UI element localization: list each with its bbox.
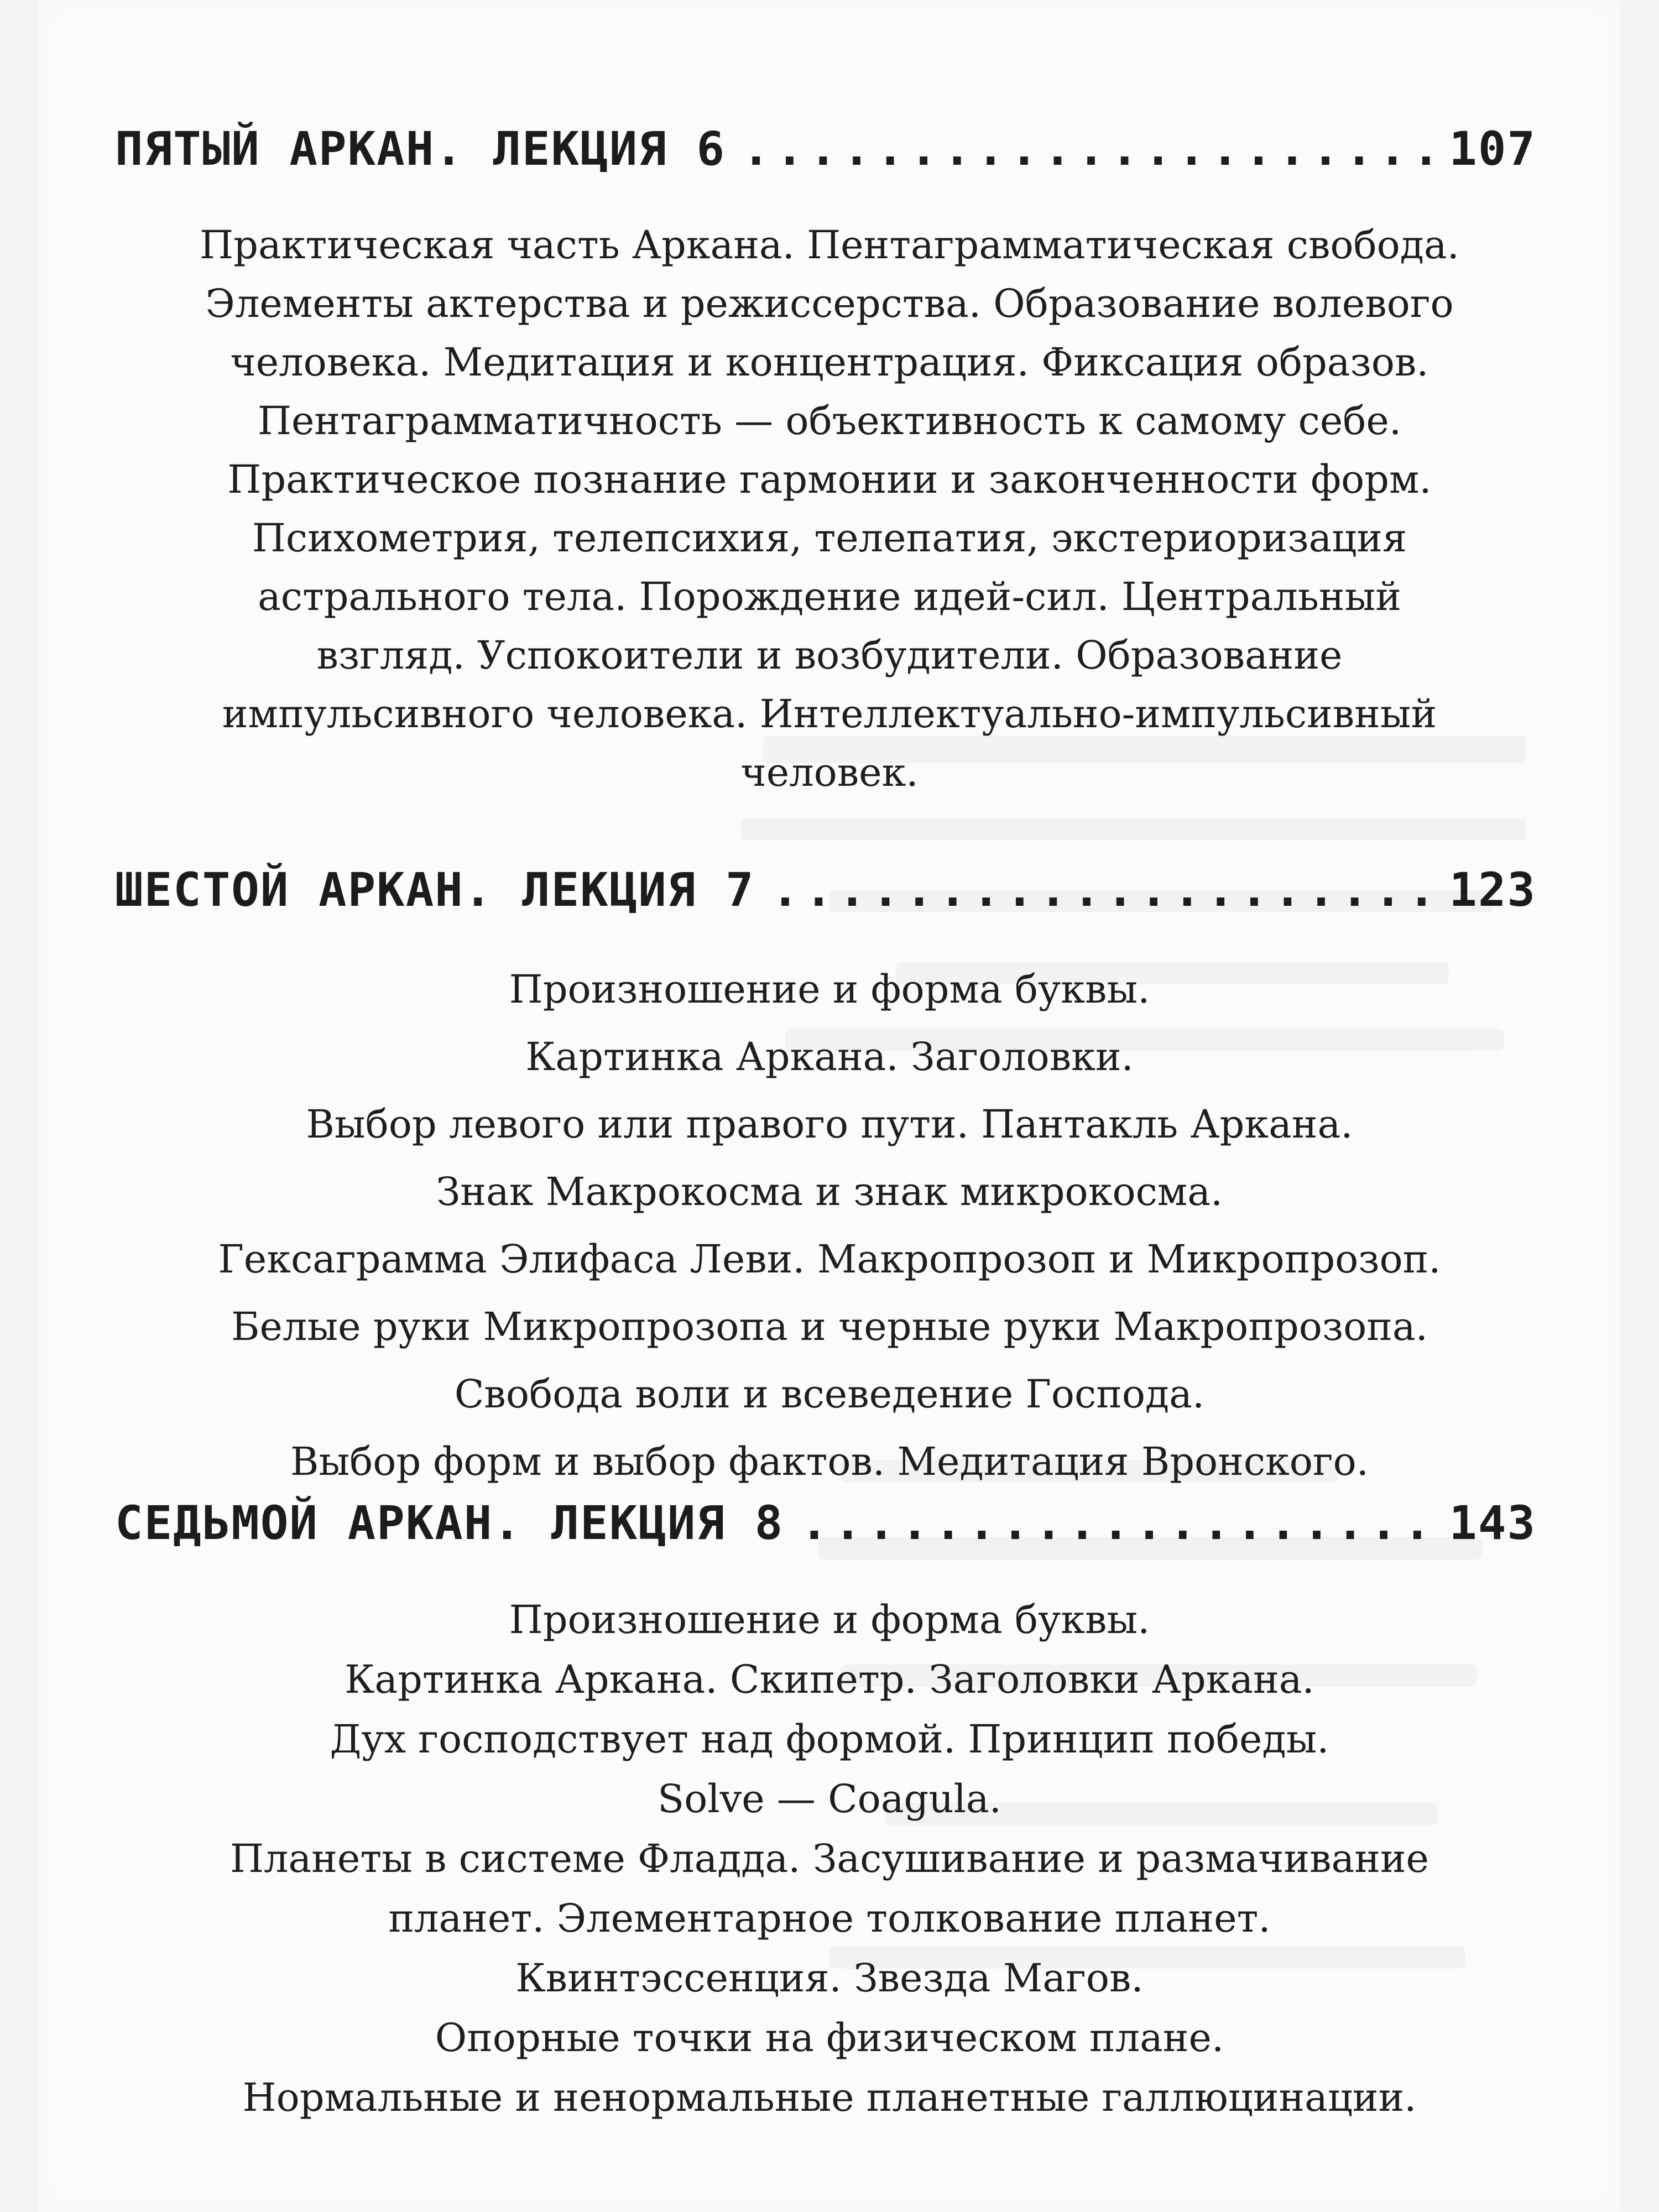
description-line: Практическое познание гармонии и законченности форм. <box>227 457 1432 502</box>
description-line: Знак Макрокосма и знак микрокосма. <box>436 1169 1223 1214</box>
description-line: Элементы актерства и режиссерства. Образование волевого <box>205 281 1454 326</box>
description-line: человек. <box>740 750 919 795</box>
description-line: импульсивного человека. Интеллектуально-импульсивный <box>222 691 1437 737</box>
description-line: астрального тела. Порождение идей-сил. Центральный <box>258 574 1401 619</box>
entry-page-number: 143 <box>1449 1496 1536 1550</box>
dot-leader <box>800 1496 1443 1550</box>
dot-leader <box>771 863 1444 917</box>
description-line: Картинка Аркана. Заголовки. <box>525 1034 1134 1079</box>
entry-description <box>105 216 1554 802</box>
entry-title: ПЯТЫЙ АРКАН. ЛЕКЦИЯ 6 <box>115 122 726 176</box>
entry-title: СЕДЬМОЙ АРКАН. ЛЕКЦИЯ 8 <box>115 1496 784 1550</box>
description-line: Выбор форм и выбор фактов. Медитация Вронского. <box>290 1439 1369 1484</box>
description-line: Solve — Coagula. <box>658 1776 1001 1822</box>
description-line: Гексаграмма Элифаса Леви. Макропрозоп и Микропрозоп. <box>218 1237 1441 1282</box>
toc-entry-heading <box>115 1496 1536 1550</box>
description-line: Свобода воли и всеведение Господа. <box>454 1371 1205 1417</box>
description-line: Произношение и форма буквы. <box>509 967 1150 1012</box>
entry-description <box>105 956 1554 1495</box>
entry-page-number: 123 <box>1449 863 1536 917</box>
description-line: Практическая часть Аркана. Пентаграмматическая свобода. <box>200 222 1459 268</box>
description-line: Квинтэссенция. Звезда Магов. <box>515 1955 1144 2001</box>
description-line: планет. Элементарное толкование планет. <box>388 1896 1271 1941</box>
dot-leader <box>742 122 1443 176</box>
description-line: Нормальные и ненормальные планетные галлюцинации. <box>242 2075 1417 2120</box>
entry-title: ШЕСТОЙ АРКАН. ЛЕКЦИЯ 7 <box>115 863 755 917</box>
toc-entry-heading <box>115 863 1536 917</box>
description-line: взгляд. Успокоители и возбудители. Образование <box>316 633 1343 678</box>
description-line: Опорные точки на физическом плане. <box>435 2015 1224 2060</box>
description-line: Дух господствует над формой. Принцип победы. <box>330 1717 1329 1762</box>
description-line: Пентаграмматичность — объективность к самому себе. <box>257 398 1402 444</box>
description-line: Выбор левого или правого пути. Пантакль Аркана. <box>306 1102 1353 1147</box>
entry-page-number: 107 <box>1449 122 1536 176</box>
description-line: Психометрия, телепсихия, телепатия, экстериоризация <box>252 515 1407 561</box>
entry-description <box>105 1590 1554 2127</box>
description-line: человека. Медитация и концентрация. Фиксация образов. <box>230 340 1429 385</box>
description-line: Белые руки Микропрозопа и черные руки Макропрозопа. <box>231 1304 1428 1349</box>
toc-entry-heading <box>115 122 1536 176</box>
description-line: Картинка Аркана. Скипетр. Заголовки Аркана. <box>345 1657 1314 1702</box>
description-line: Планеты в системе Фладда. Засушивание и размачивание <box>230 1836 1429 1881</box>
description-line: Произношение и форма буквы. <box>509 1597 1150 1642</box>
